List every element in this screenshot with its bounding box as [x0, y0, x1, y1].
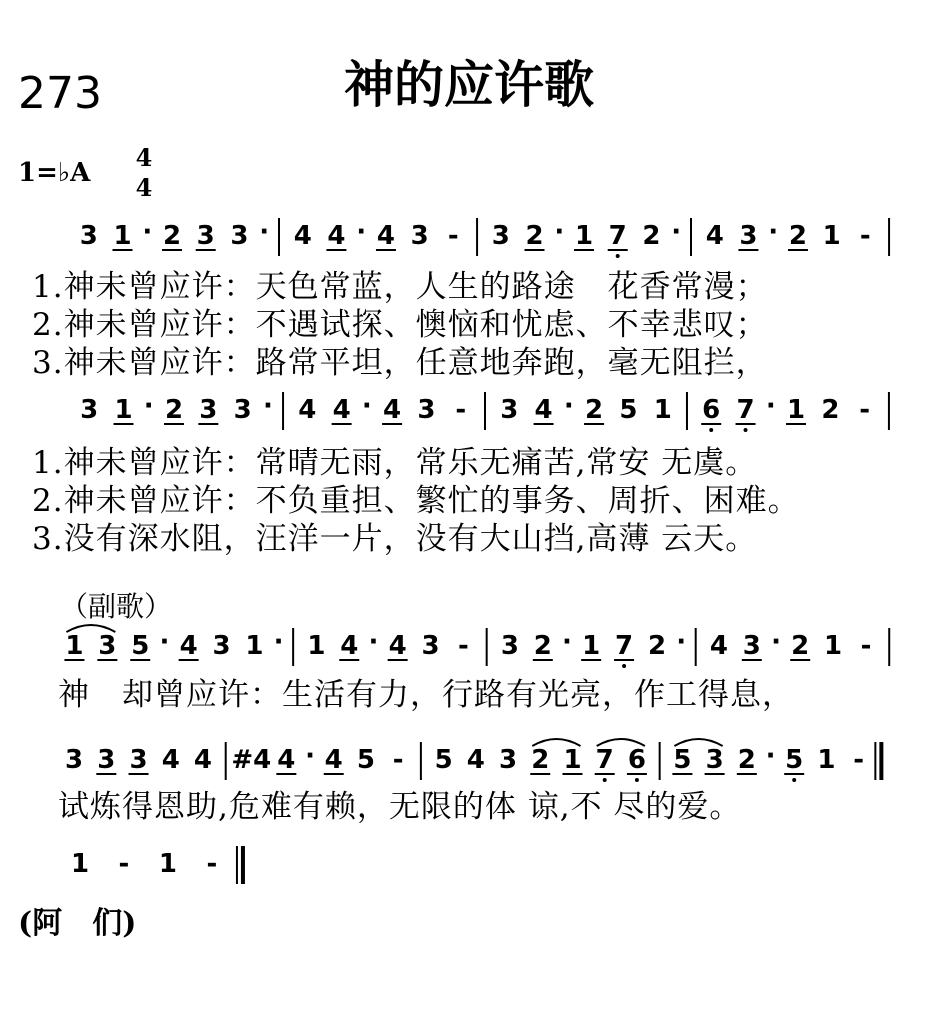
- note: 4: [466, 745, 485, 775]
- lyric-line: 3.神未曾应许：路常平坦，任意地奔跑，毫无阻拦，: [32, 345, 768, 381]
- dash-note: -: [206, 849, 218, 879]
- note: 3: [410, 221, 429, 251]
- low-octave-dot: [635, 778, 639, 782]
- dash-note: -: [118, 849, 130, 879]
- note: 4: [376, 221, 395, 251]
- note: 3: [500, 395, 519, 425]
- low-octave-dot: [744, 428, 748, 432]
- note: 4: [388, 631, 407, 661]
- lyric-line: 1.神未曾应许：天色常蓝，人生的路途 花香常漫；: [32, 269, 768, 305]
- note: 2: [737, 745, 756, 775]
- lyric-line: 1.神未曾应许：常晴无雨，常乐无痛苦,常安 无虞。: [32, 445, 758, 481]
- note: 2: [531, 745, 550, 775]
- music-line: [72, 392, 902, 432]
- note: 1: [822, 221, 841, 251]
- note: 2: [585, 395, 604, 425]
- low-octave-dot: [709, 428, 713, 432]
- dash-note: -: [853, 745, 865, 775]
- note: 6: [627, 745, 646, 775]
- key-signature: 1=♭A: [18, 158, 91, 188]
- note: 2: [164, 395, 184, 425]
- note: 2: [642, 221, 661, 251]
- dash-note: -: [447, 221, 459, 251]
- amen-label: (阿 们): [18, 906, 137, 941]
- note: 2: [821, 395, 840, 425]
- note: 3: [499, 745, 518, 775]
- dot-mark: ·: [259, 217, 270, 247]
- note: 2: [162, 221, 182, 251]
- hymn-title: 神的应许歌: [344, 56, 594, 114]
- lyric-line: 2.神未曾应许：不负重担、繁忙的事务、周折、困难。: [32, 483, 800, 519]
- note: 3: [491, 221, 510, 251]
- music-line: [72, 218, 902, 258]
- note: 3: [79, 221, 98, 251]
- chorus-label: （副歌）: [60, 590, 173, 623]
- note: 1: [307, 631, 326, 661]
- low-octave-dot: [792, 778, 796, 782]
- note: 1: [65, 631, 84, 661]
- dash-note: -: [859, 221, 871, 251]
- hymn-number: 273: [18, 68, 102, 119]
- note: 4: [193, 745, 213, 775]
- note: 3: [739, 221, 758, 251]
- note: 1: [653, 395, 672, 425]
- note: 4: [705, 221, 724, 251]
- music-line: [58, 628, 902, 668]
- note: 3: [233, 395, 252, 425]
- note: 7: [615, 631, 634, 661]
- dot-mark: ·: [361, 391, 372, 421]
- note: 3: [199, 395, 218, 425]
- music-line: [58, 846, 258, 886]
- note: 5: [785, 745, 804, 775]
- note: 4: [332, 395, 351, 425]
- dot-mark: ·: [142, 217, 153, 247]
- dot-mark: ·: [554, 217, 565, 247]
- lyric-line: 神 却曾应许：生活有力，行路有光亮，作工得息，: [58, 677, 794, 713]
- time-signature: [130, 143, 158, 202]
- note: 3: [417, 395, 436, 425]
- note: 4: [327, 221, 346, 251]
- note: 3: [212, 631, 231, 661]
- dash-note: -: [455, 395, 467, 425]
- dash-note: -: [392, 745, 404, 775]
- note: 6: [702, 395, 721, 425]
- note: 1: [158, 849, 177, 879]
- dot-mark: ·: [143, 391, 154, 421]
- note: 1: [786, 395, 806, 425]
- note: 4: [709, 631, 728, 661]
- note: 4: [383, 395, 402, 425]
- note: 1: [574, 221, 594, 251]
- note: 3: [129, 745, 148, 775]
- note: 4: [298, 395, 317, 425]
- low-octave-dot: [616, 254, 620, 258]
- note: 4: [293, 221, 312, 251]
- dot-mark: ·: [671, 217, 682, 247]
- note: 1: [245, 631, 264, 661]
- note: 3: [705, 745, 724, 775]
- note: 3: [196, 221, 215, 251]
- note: 1: [582, 631, 601, 661]
- note: #4: [231, 745, 272, 775]
- note: 7: [736, 395, 755, 425]
- dot-mark: ·: [562, 627, 572, 657]
- low-octave-dot: [622, 664, 626, 668]
- note: 4: [324, 745, 343, 775]
- note: 4: [277, 745, 296, 775]
- note: 7: [608, 221, 627, 251]
- dot-mark: ·: [771, 627, 781, 657]
- note: 1: [824, 631, 843, 661]
- dot-mark: ·: [563, 391, 574, 421]
- note: 3: [80, 395, 99, 425]
- note: 1: [563, 745, 582, 775]
- dot-mark: ·: [356, 217, 367, 247]
- note: 3: [65, 745, 84, 775]
- note: 4: [179, 631, 198, 661]
- lyric-line: 试炼得恩助,危难有赖，无限的体 谅,不 尽的爱。: [58, 789, 742, 825]
- dash-note: -: [859, 395, 871, 425]
- lyric-line: 2.神未曾应许：不遇试探、懊恼和忧虑、不幸悲叹；: [32, 307, 768, 343]
- time-signature-top: 4: [135, 143, 153, 172]
- note: 5: [434, 745, 453, 775]
- note: 5: [619, 395, 638, 425]
- note: 2: [525, 221, 544, 251]
- note: 1: [114, 395, 133, 425]
- note: 3: [230, 221, 249, 251]
- note: 7: [595, 745, 614, 775]
- dash-note: -: [860, 631, 872, 661]
- note: 1: [70, 849, 90, 879]
- time-signature-bottom: 4: [135, 173, 153, 202]
- note: 4: [161, 745, 180, 775]
- dot-mark: ·: [305, 741, 315, 771]
- dash-note: -: [458, 631, 469, 661]
- music-line: [58, 742, 894, 782]
- dot-mark: ·: [273, 627, 284, 657]
- note: 3: [742, 631, 761, 661]
- note: 3: [97, 745, 116, 775]
- dot-mark: ·: [368, 627, 379, 657]
- dot-mark: ·: [765, 741, 776, 771]
- note: 4: [534, 395, 553, 425]
- dot-mark: ·: [765, 391, 776, 421]
- lyric-line: 3.没有深水阻，汪洋一片，没有大山挡,高薄 云天。: [32, 521, 758, 557]
- dot-mark: ·: [159, 627, 170, 657]
- note: 5: [673, 745, 692, 775]
- note: 1: [113, 221, 132, 251]
- note: 2: [791, 631, 810, 661]
- note: 1: [817, 745, 836, 775]
- note: 5: [356, 745, 375, 775]
- note: 3: [500, 631, 519, 661]
- dot-mark: ·: [768, 217, 779, 247]
- note: 2: [647, 631, 667, 661]
- note: 3: [98, 631, 117, 661]
- note: 5: [131, 631, 150, 661]
- dot-mark: ·: [676, 627, 687, 657]
- note: 4: [340, 631, 359, 661]
- dot-mark: ·: [262, 391, 273, 421]
- note: 3: [421, 631, 440, 661]
- note: 2: [788, 221, 807, 251]
- note: 2: [533, 631, 552, 661]
- low-octave-dot: [603, 778, 607, 782]
